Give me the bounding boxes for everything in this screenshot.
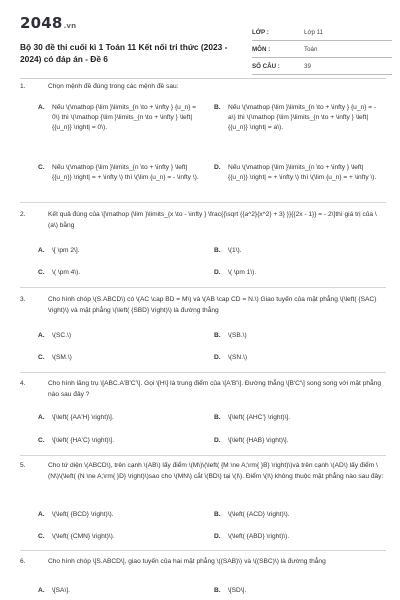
- question-divider: [20, 287, 386, 288]
- option-label: D.: [214, 354, 221, 361]
- header-divider: [20, 78, 386, 79]
- option-text: \(1\).: [228, 247, 242, 254]
- option-text: Nếu \(\mathop {\lim }\limits_{n \to + \infty } {u_n} = - a\) thì \(\mathop {\lim }\limits_{n \to + \infty } \left| {{u_n}} \right| = a\).: [228, 104, 377, 131]
- option-text: Nếu \(\mathop {\lim }\limits_{n \to + \infty } \left| {{u_n}} \right| = + \infty \) thì \(\lim {u_n} = + \infty \).: [228, 164, 377, 181]
- header: [20, 14, 386, 76]
- question-stem: Cho hình lăng trụ \[ABC.A'B'C'\]. Gọi \[H\] là trung điểm của \[A'B'\]. Đường thẳng \[B'C'\] song song với mặt phẳng nào sau đây ?: [48, 380, 382, 398]
- option-label: A.: [38, 104, 45, 111]
- option-label: A.: [38, 511, 45, 518]
- meta-key: MÔN :: [252, 46, 271, 53]
- logo-tld: .vn: [63, 22, 77, 30]
- question-divider: [20, 202, 386, 203]
- option-text: \[\left( {AA'H} \right)\].: [52, 414, 114, 421]
- option-label: A.: [38, 247, 45, 254]
- option-label: C.: [38, 437, 45, 444]
- option-text: \[\left( {AHC'} \right)\].: [228, 414, 291, 421]
- option-text: \(\left( {ABD} \right)\).: [228, 533, 290, 540]
- option-label: B.: [214, 247, 221, 254]
- meta-panel: [252, 24, 392, 75]
- option-label: C.: [38, 533, 45, 540]
- option-label: C.: [38, 269, 45, 276]
- option-label: A.: [38, 332, 45, 339]
- option-text: \[\left( {HA'C} \right)\].: [52, 437, 115, 444]
- question-number: 3.: [20, 296, 26, 303]
- option-text: \( \pm 4\).: [52, 269, 81, 276]
- question-number: 5.: [20, 462, 26, 469]
- meta-row-subject: [252, 41, 392, 58]
- meta-row-class: [252, 24, 392, 41]
- option-label: B.: [214, 414, 221, 421]
- question-number: 4.: [20, 380, 26, 387]
- question-divider: [20, 550, 386, 551]
- option-text: \[\left( {HAB} \right)\].: [228, 437, 289, 444]
- logo[interactable]: [20, 14, 76, 32]
- question-stem: Kết quả đúng của \[\mathop {\lim }\limits_{x \to - \infty } \frac{{\sqrt {{a^2}{x^2} + 3} }}{{2x - 1}} = - 2\]thì giá trị của \(a\) bằng: [48, 211, 377, 229]
- option-text: \(SN.\): [228, 354, 248, 361]
- option-text: \[ \pm 2\].: [52, 247, 80, 254]
- option-text: \[SD\].: [228, 587, 247, 594]
- meta-value: Lớp 11: [304, 29, 324, 36]
- option-label: B.: [214, 104, 221, 111]
- option-label: D.: [214, 164, 221, 171]
- option-label: C.: [38, 164, 45, 171]
- option-label: A.: [38, 587, 45, 594]
- option-text: Nếu \(\mathop {\lim }\limits_{n \to + \infty } \left| {{u_n}} \right| = + \infty \) thì \(\lim {u_n} = - \infty \).: [52, 164, 199, 181]
- option-label: C.: [38, 354, 45, 361]
- option-label: D.: [214, 533, 221, 540]
- question-stem: Cho hình chóp \[S.ABCD\], giao tuyến của hai mặt phẳng \((SAB)\) và \((SBC)\) là đường thẳng: [48, 558, 326, 565]
- option-label: A.: [38, 414, 45, 421]
- meta-key: LỚP :: [252, 29, 269, 36]
- option-label: D.: [214, 437, 221, 444]
- option-text: Nếu \(\mathop {\lim }\limits_{n \to + \infty } {u_n} = 0\) thì \(\mathop {\lim }\limits_{n \to + \infty } \left| {{u_n}} \right| = 0\).: [52, 104, 197, 131]
- question-divider: [20, 455, 386, 456]
- question-divider: [20, 372, 386, 373]
- option-text: \(SC.\): [52, 332, 72, 339]
- option-text: \(\left( {BCD} \right)\).: [52, 511, 114, 518]
- question-stem: Cho tứ diện \(ABCD\), trên cạnh \(AB\) lấy điểm \(M\)\(\left( {M \ne A;\rm{ }B} \right)\)và trên cạnh \(AD\) lấy điểm \(N\)\(\left( {N \ne A;\rm{ }D} \right)\)sao cho \(MN\) cắt \(BD\) tại \(I\). Điểm \(I\) không thuộc mặt phẳng nào sau đây:: [48, 462, 384, 480]
- option-label: D.: [214, 269, 221, 276]
- meta-value: 39: [304, 63, 311, 70]
- option-text: \(\left( {ACD} \right)\).: [228, 511, 290, 518]
- document-title: Bộ 30 đề thi cuối kì 1 Toán 11 Kết nối tri thức (2023 - 2024) có đáp án - Đề 6: [20, 42, 228, 64]
- question-stem: Chọn mệnh đề đúng trong các mệnh đề sau:: [48, 83, 179, 90]
- option-text: \[SA\].: [52, 587, 70, 594]
- option-text: \(SB.\): [228, 332, 247, 339]
- question-number: 2.: [20, 211, 26, 218]
- meta-row-count: [252, 58, 392, 75]
- question-stem: Cho hình chóp \(S.ABCD\) có \(AC \cap BD = M\) và \(AB \cap CD = N.\) Giao tuyến của mặt phẳng \(\left( {SAC} \right)\) và mặt phẳng \(\left( {SBD} \right)\) là đường thẳng: [48, 296, 377, 314]
- logo-text: 2048: [20, 14, 63, 32]
- option-label: B.: [214, 587, 221, 594]
- option-text: \(\left( {CMN} \right)\).: [52, 533, 115, 540]
- option-text: \( \pm 1\).: [228, 269, 257, 276]
- question-number: 1.: [20, 83, 26, 90]
- option-text: \(SM.\): [52, 354, 72, 361]
- option-label: B.: [214, 511, 221, 518]
- question-number: 6.: [20, 558, 26, 565]
- option-label: B.: [214, 332, 221, 339]
- meta-key: SỐ CÂU :: [252, 63, 280, 70]
- meta-value: Toán: [304, 46, 318, 53]
